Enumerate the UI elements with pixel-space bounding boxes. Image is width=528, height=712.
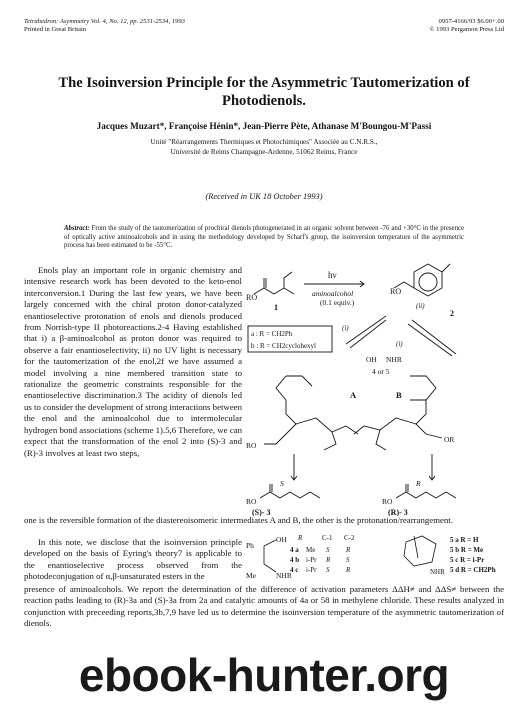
- body-paragraph-2: In this note, we disclose that the isoinversion principle developed on the basis of Eyring's theory7 is applicable to the enantioselective process observed from the photodeconjugation of α,β-unsaturated esters in the: [24, 537, 242, 582]
- affiliation-line-1: Unité "Réarrangements Thermiques et Photochimiques" Associée au C.N.R.S.,: [150, 138, 378, 146]
- col-header-c1: C-1: [322, 534, 333, 542]
- affiliation: [20, 137, 508, 157]
- compound-1-chain: [254, 288, 294, 294]
- svg-text:R: R: [346, 546, 351, 554]
- abstract-text: From the study of the tautomerization of prochiral dienols photogenerated in an organic solvent between -76 and +30°C in the presence of optically active aminoalcohols and in using the methodology developed by Scharf's group, the isoinversion temperature of the asymmetric process has been estimated to be -55°C.: [64, 225, 464, 250]
- svg-text:i-Pr: i-Pr: [306, 566, 317, 574]
- svg-text:R: R: [326, 556, 331, 564]
- intermediate-b-ring: [410, 376, 436, 400]
- aminoalcohol-skeleton: [264, 540, 276, 572]
- intermediate-a-ring: [276, 376, 312, 400]
- carbonyl-bond: [264, 278, 266, 288]
- step-i-right: (i): [396, 340, 403, 348]
- title-line-1: The Isoinversion Principle for the Asymmetric Tautomerization of: [58, 75, 470, 91]
- abstract-label: Abstract:: [64, 225, 90, 232]
- list-item: 5 d R = CH2Ph: [450, 566, 496, 574]
- col-header-c2: C-2: [344, 534, 355, 542]
- journal-citation: [24, 18, 185, 34]
- table-row: [290, 566, 351, 574]
- list-item: 5 a R = H: [450, 536, 479, 544]
- abstract: [64, 225, 464, 251]
- ro-a: RO: [246, 441, 257, 450]
- label-a: A: [350, 390, 357, 400]
- stereo-r: R: [416, 479, 421, 488]
- bornane-skeleton: [404, 536, 436, 566]
- scheme-ro-label: RO: [246, 293, 258, 302]
- svg-text:i-Pr: i-Pr: [306, 556, 317, 564]
- four-or-five: 4 or 5: [372, 367, 390, 376]
- aminoalcohol-structures: [246, 532, 508, 586]
- oh-struct-label: OH: [276, 535, 287, 544]
- svg-text:4 b: 4 b: [290, 556, 300, 564]
- col-header-r: R: [298, 534, 303, 542]
- ph-label: Ph: [246, 541, 254, 550]
- svg-text:Me: Me: [306, 546, 316, 554]
- journal-line: Tetrahedron: Asymmetry Vol. 4, No. 12, pp. 2531-2534, 1993: [24, 18, 185, 25]
- product-s3-chain: [260, 492, 320, 498]
- paper-title: [20, 74, 508, 110]
- svg-text:S: S: [346, 556, 350, 564]
- or-b: OR: [444, 435, 455, 444]
- list-item: 5 b R = Me: [450, 546, 484, 554]
- svg-text:R: R: [346, 566, 351, 574]
- me-label: Me: [246, 571, 256, 580]
- step-i-left: (i): [342, 324, 349, 332]
- product-r3: (R)- 3: [388, 508, 408, 516]
- catalyst-equiv: (0.1 equiv.): [320, 298, 355, 307]
- legend-a: a : R = CH2Ph: [251, 330, 293, 338]
- scheme-1: [246, 258, 508, 516]
- body-paragraph-2-end: presence of aminoalcohols. We report the determination of the difference of activation parameters ΔΔH≠ and ΔΔS≠ between the reaction paths leading to (R)-3a and (S)-3a from 2a and catalytic amounts of 4a or 58 in methylene chloride. These results analyzed in conjunction with preceeding reports,3b,7,9 have led us to determine the isoinversion temperature of the asymmetric tautomerization of dienols.: [24, 584, 504, 629]
- label-2: 2: [450, 309, 454, 318]
- label-b: B: [396, 390, 402, 400]
- table-row: [290, 546, 351, 554]
- watermark: ebook-hunter.org: [78, 649, 450, 701]
- affiliation-line-2: Université de Reims Champagne-Ardenne, 51062 Reims, France: [170, 148, 358, 156]
- down-arrow-left: [291, 454, 297, 480]
- received-date: (Received in UK 18 October 1993): [205, 192, 323, 201]
- ro-s3: RO: [246, 497, 257, 506]
- printed-line: Printed in Great Britain: [24, 26, 87, 33]
- nhr-struct-label: NHR: [276, 571, 292, 580]
- oh-label: OH: [366, 355, 377, 364]
- down-arrow-right: [429, 454, 435, 480]
- product-r3-chain: [396, 492, 456, 498]
- svg-text:S: S: [326, 566, 330, 574]
- equilibrium-arrow-right: [408, 320, 456, 356]
- nhr-label: NHR: [386, 355, 402, 364]
- title-line-2: Photodienols.: [222, 93, 306, 109]
- label-1: 1: [274, 303, 278, 312]
- step-ii-top: (ii): [416, 302, 425, 310]
- svg-text:S: S: [326, 546, 330, 554]
- authors: Jacques Muzart*, Françoise Hénin*, Jean-Pierre Pète, Athanase M'Boungou-M'Passi: [96, 121, 432, 131]
- catalyst-label: aminoalcohol: [312, 289, 354, 298]
- scheme-ro-2: RO: [390, 287, 402, 296]
- hv-label: hν: [328, 270, 337, 280]
- table-row: [290, 556, 350, 564]
- equilibrium-arrow-left: [346, 316, 386, 348]
- issn-block: [430, 18, 505, 34]
- issn: 0957-4166/93 $6.00+.00: [438, 18, 504, 25]
- product-s3: (S)- 3: [252, 508, 271, 516]
- ro-r3: RO: [382, 497, 393, 506]
- body-paragraph-1: Enols play an important role in organic chemistry and intensive research work has been devoted to the keto-enol interconversion.1 During the last few years, we have been largely concerned with the chiral proton donor-catalyzed enantioselective protonation of enols and dienols produced from Norrish-type II photoreactions.2-4 Having established that i) a β-aminoalcohol as proton donor was required to observe a fair enantioselectivity, ii) no UV light is necessary for the tautomerization of the enol,2f we have assumed a model involving a nine membered transition state to rationalize the geometric constraints responsible for the enantioselective discrimination.3 The acidity of dienols led us to consider the development of strong interactions between the enol and the aminoalcohol due to intermolecular hydrogen bond associations (scheme 1).5,6 Therefore, we can expect that the transformation of the enol 2 into (S)-3 and (R)-3 involves at least two steps,: [24, 265, 242, 458]
- stereo-s: S: [280, 479, 284, 488]
- svg-text:4 a: 4 a: [290, 546, 299, 554]
- copyright: © 1993 Pergamon Press Ltd: [429, 26, 504, 33]
- body-paragraph-1-end: one is the reversible formation of the diastereoisomeric intermediates A and B, the other is the protonation/rearrangement.: [24, 515, 453, 525]
- svg-text:4 c: 4 c: [290, 566, 299, 574]
- list-item: 5 c R = i-Pr: [450, 556, 485, 564]
- legend-b: b : R = CH2cyclohexyl: [251, 342, 316, 350]
- bornane-nhr: NHR: [430, 568, 445, 576]
